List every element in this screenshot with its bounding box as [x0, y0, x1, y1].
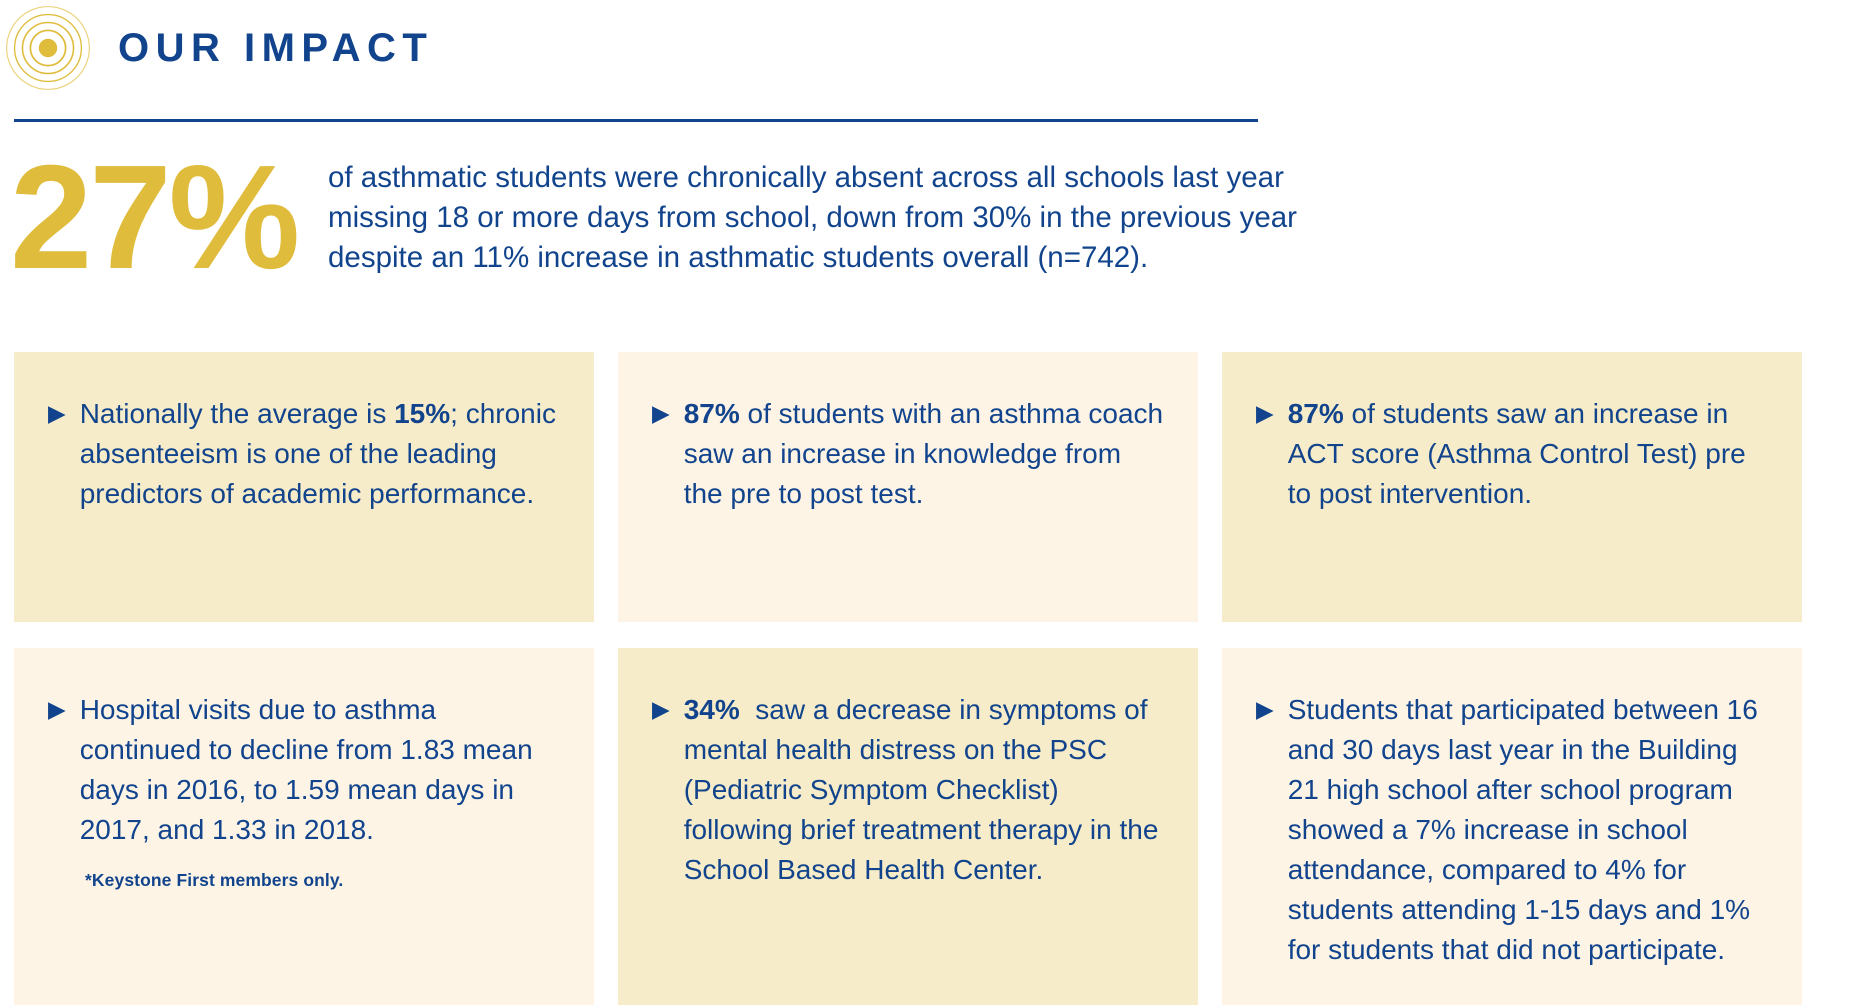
impact-card-footnote: *Keystone First members only. — [85, 870, 344, 891]
bullseye-concentric-circles-icon — [4, 4, 92, 92]
hero-stat-block — [0, 135, 1340, 300]
impact-card-text: 34% saw a decrease in symptoms of mental health distress on the PSC (Pediatric Symptom Checklist) following brief treatment therapy in the School Based Health Center. — [683, 694, 1159, 886]
impact-card-text: 87% of students with an asthma coach saw an increase in knowledge from the pre to post test. — [683, 398, 1164, 510]
impact-card-grid — [14, 352, 1844, 1005]
page-title: OUR IMPACT — [118, 26, 434, 70]
page-header — [0, 8, 1280, 88]
triangle-bullet-icon: ▶ — [652, 400, 670, 426]
card-row-top — [14, 352, 1844, 622]
impact-card-text: Hospital visits due to asthma continued to decline from 1.83 mean days in 2016, to 1.59 mean days in 2017, and 1.33 in 2018. — [79, 694, 533, 846]
impact-card — [14, 352, 594, 622]
triangle-bullet-icon: ▶ — [1256, 696, 1274, 722]
triangle-bullet-icon: ▶ — [652, 696, 670, 722]
triangle-bullet-icon: ▶ — [48, 696, 66, 722]
triangle-bullet-icon: ▶ — [48, 400, 66, 426]
card-row-bottom — [14, 648, 1844, 1005]
impact-card — [618, 648, 1198, 1005]
impact-card — [618, 352, 1198, 622]
header-divider — [14, 119, 1258, 122]
triangle-bullet-icon: ▶ — [1256, 400, 1274, 426]
impact-card-text: Students that participated between 16 and 30 days last year in the Building 21 high school after school program showed a 7% increase in school attendance, compared to 4% for students attending 1-15 days and 1% for students that did not participate. — [1287, 694, 1758, 966]
impact-card — [1222, 352, 1802, 622]
hero-stat-description: of asthmatic students were chronically absent across all schools last year missing 18 or more days from school, down from 30% in the previous year despite an 11% increase in asthmatic students overall (n=742). — [328, 161, 1298, 275]
hero-stat-number: 27% — [10, 135, 298, 300]
impact-card-text: Nationally the average is 15%; chronic absenteeism is one of the leading predictors of academic performance. — [79, 398, 556, 510]
impact-card-text: 87% of students saw an increase in ACT score (Asthma Control Test) pre to post intervention. — [1287, 398, 1746, 510]
impact-card — [1222, 648, 1802, 1005]
impact-card — [14, 648, 594, 1005]
